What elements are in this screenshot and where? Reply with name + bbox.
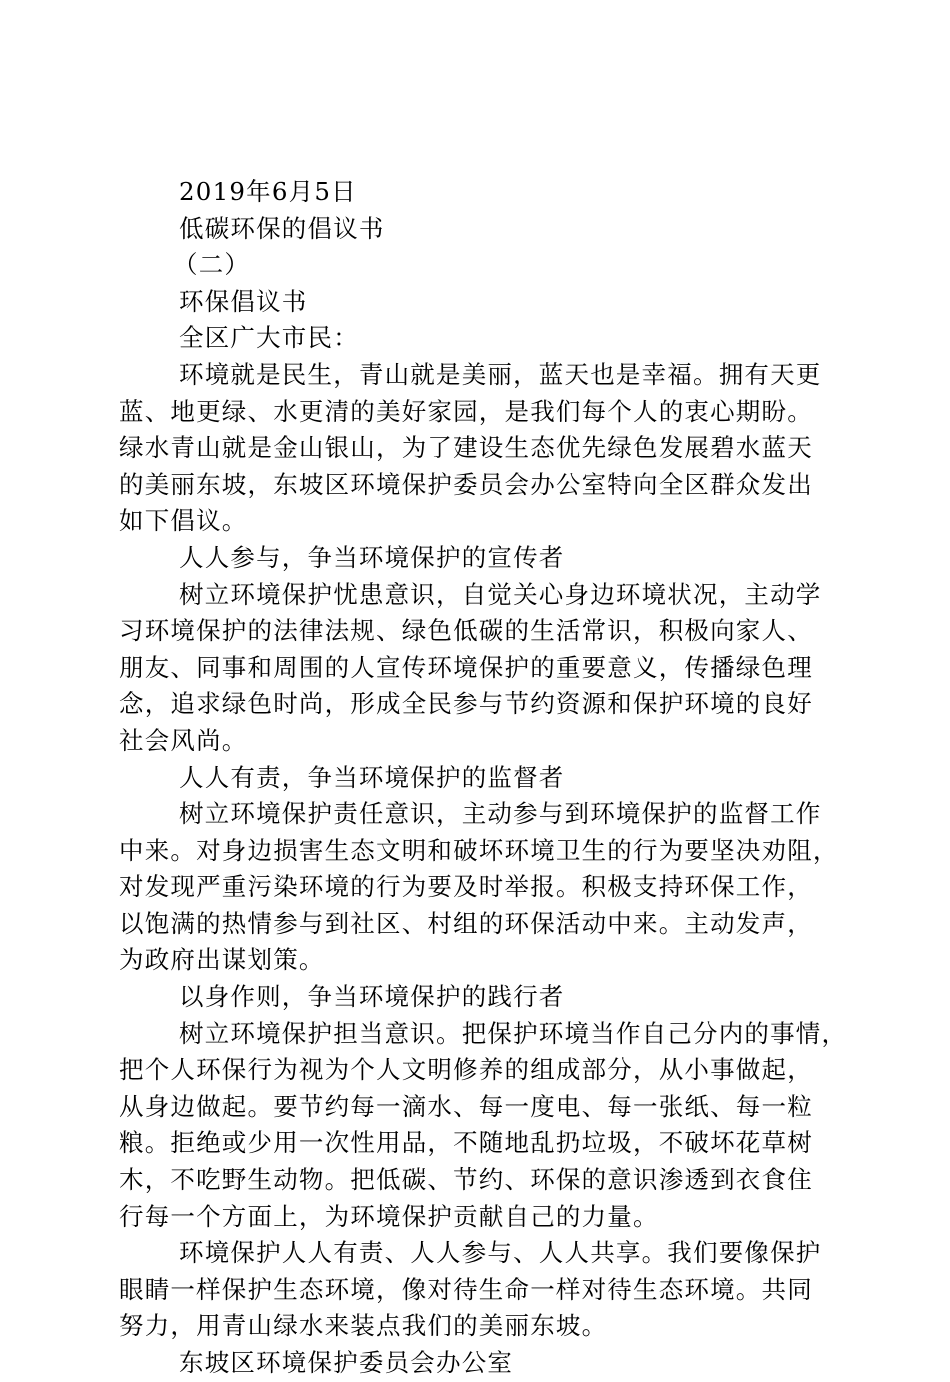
document-body — [119, 174, 848, 1382]
section-heading-responsibility: 人人有责，争当环境保护的监督者 — [179, 762, 565, 792]
paragraph-line: 朋友、同事和周围的人宣传环境保护的重要意义，传播绿色理 — [119, 652, 813, 682]
paragraph-line: 蓝、地更绿、水更清的美好家园，是我们每个人的衷心期盼。 — [119, 396, 813, 426]
section-heading-example: 以身作则，争当环境保护的践行者 — [179, 982, 565, 1012]
paragraph-intro — [119, 357, 835, 540]
paragraph-line: 行每一个方面上，为环境保护贡献自己的力量。 — [119, 1201, 659, 1231]
paragraph-line: 绿水青山就是金山银山，为了建设生态优先绿色发展碧水蓝天 — [119, 433, 813, 463]
paragraph-line: 粮。拒绝或少用一次性用品，不随地乱扔垃圾，不破坏花草树 — [119, 1128, 813, 1158]
document-date: 2019年6月5日 — [179, 177, 357, 206]
paragraph-line: 从身边做起。要节约每一滴水、每一度电、每一张纸、每一粒 — [119, 1091, 813, 1121]
section-heading-participate: 人人参与，争当环境保护的宣传者 — [179, 542, 565, 572]
paragraph-line: 习环境保护的法律法规、绿色低碳的生活常识，积极向家人、 — [119, 616, 813, 646]
paragraph-line: 念，追求绿色时尚，形成全民参与节约资源和保护环境的良好 — [119, 689, 813, 719]
paragraph-line: 眼睛一样保护生态环境，像对待生命一样对待生态环境。共同 — [119, 1274, 813, 1304]
paragraph-practice — [119, 1016, 848, 1236]
paragraph-line: 对发现严重污染环境的行为要及时举报。积极支持环保工作， — [119, 872, 813, 902]
paragraph-line: 社会风尚。 — [119, 725, 248, 755]
paragraph-line: 树立环境保护担当意识。把保护环境当作自己分内的事情， — [179, 1018, 848, 1048]
paragraph-line: 为政府出谋划策。 — [119, 945, 325, 975]
paragraph-line: 的美丽东坡，东坡区环境保护委员会办公室特向全区群众发出 — [119, 469, 813, 499]
paragraph-line: 树立环境保护忧患意识，自觉关心身边环境状况，主动学 — [179, 579, 822, 609]
salutation: 全区广大市民： — [179, 323, 359, 353]
document-part-number: （二） — [173, 250, 251, 280]
document-subtitle: 环保倡议书 — [179, 286, 308, 316]
signature: 东坡区环境保护委员会办公室 — [179, 1348, 514, 1377]
paragraph-supervision — [119, 796, 839, 979]
document-title: 低碳环保的倡议书 — [179, 213, 385, 243]
paragraph-line: 把个人环保行为视为个人文明修养的组成部分，从小事做起， — [119, 1055, 813, 1085]
paragraph-line: 树立环境保护责任意识，主动参与到环境保护的监督工作 — [179, 799, 822, 829]
paragraph-line: 以饱满的热情参与到社区、村组的环保活动中来。主动发声， — [119, 908, 813, 938]
paragraph-line: 木，不吃野生动物。把低碳、节约、环保的意识渗透到衣食住 — [119, 1165, 813, 1195]
paragraph-publicity — [119, 577, 835, 760]
paragraph-line: 如下倡议。 — [119, 506, 248, 536]
paragraph-line: 环境保护人人有责、人人参与、人人共享。我们要像保护 — [179, 1238, 822, 1268]
paragraph-line: 中来。对身边损害生态文明和破坏环境卫生的行为要坚决劝阻， — [119, 835, 839, 865]
paragraph-line: 努力，用青山绿水来装点我们的美丽东坡。 — [119, 1311, 608, 1341]
paragraph-closing — [119, 1235, 835, 1345]
paragraph-line: 环境就是民生，青山就是美丽，蓝天也是幸福。拥有天更 — [179, 359, 822, 389]
